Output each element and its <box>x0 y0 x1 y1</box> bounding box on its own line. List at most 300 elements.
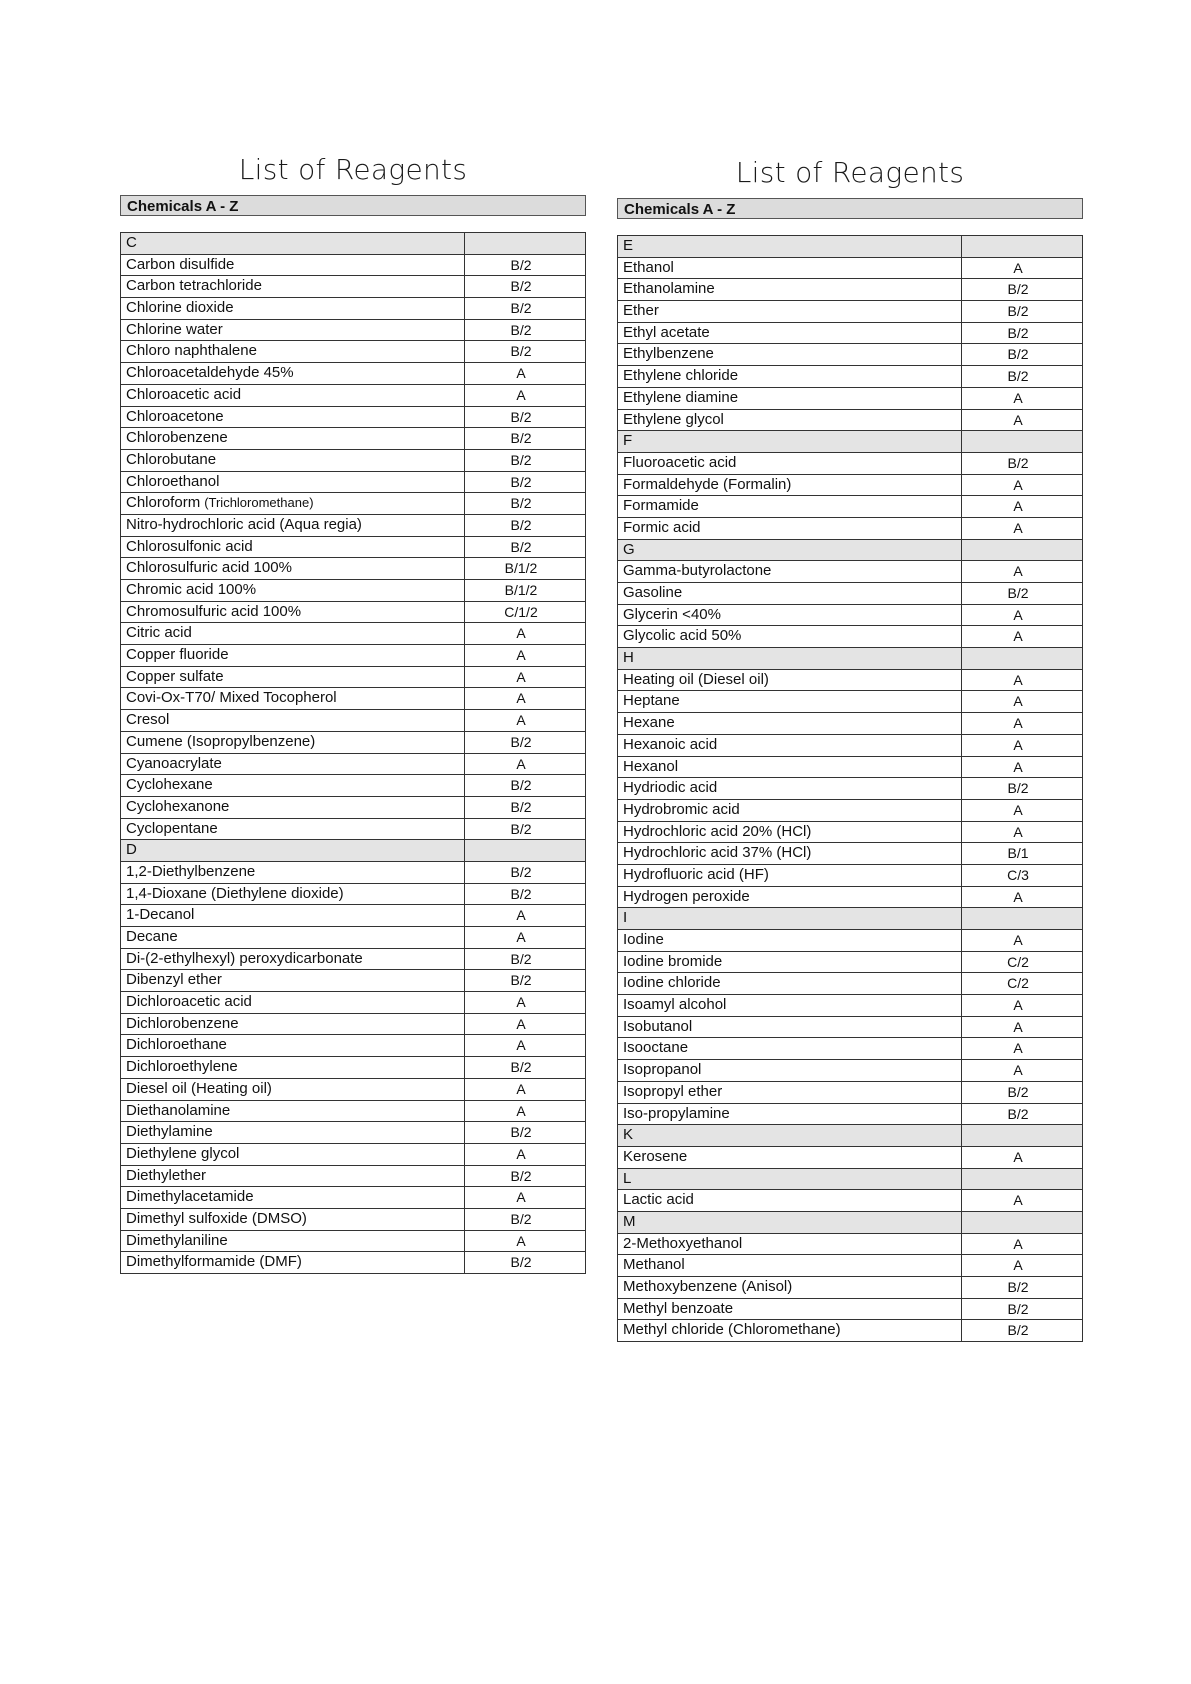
reagent-name-text: Diethylamine <box>126 1123 213 1141</box>
resistance-rating: B/2 <box>510 516 532 533</box>
reagent-name <box>121 1057 465 1078</box>
resistance-rating: B/2 <box>510 278 532 295</box>
table-row <box>121 667 585 689</box>
reagent-name <box>618 518 962 539</box>
table-row <box>121 1057 585 1079</box>
reagent-name-text: Ethanolamine <box>623 280 715 298</box>
resistance-rating: B/2 <box>510 798 532 815</box>
reagent-name-text: E <box>623 237 634 254</box>
reagent-name <box>618 496 962 517</box>
reagent-name-text: Chromosulfuric acid 100% <box>126 602 302 620</box>
reagent-name <box>618 344 962 365</box>
table-row <box>121 515 585 537</box>
reagent-name-text: Dibenzyl ether <box>126 971 222 989</box>
section-letter <box>121 233 465 254</box>
reagent-name <box>618 691 962 712</box>
resistance-rating: A <box>516 668 526 685</box>
resistance-rating: B/2 <box>510 733 532 750</box>
resistance-rating: B/2 <box>1007 346 1029 363</box>
resistance-rating <box>962 431 1082 452</box>
resistance-rating: A <box>1013 801 1023 818</box>
reagent-name <box>618 800 962 821</box>
table-row <box>618 583 1082 605</box>
reagent-name <box>121 688 465 709</box>
section-letter <box>121 840 465 861</box>
table-row <box>121 450 585 472</box>
reagent-name <box>618 410 962 431</box>
table-row <box>618 323 1082 345</box>
reagent-name <box>121 732 465 753</box>
resistance-rating: C/1/2 <box>504 603 538 620</box>
section-header-row <box>618 908 1082 930</box>
reagent-name-text: Iodine <box>623 931 664 948</box>
table-row <box>618 561 1082 583</box>
table-row <box>121 623 585 645</box>
resistance-rating: A <box>516 712 526 729</box>
table-row <box>618 475 1082 497</box>
table-row <box>121 1101 585 1123</box>
resistance-rating <box>962 1169 1082 1190</box>
section-header-row <box>121 840 585 862</box>
resistance-rating: B/2 <box>1007 281 1029 298</box>
resistance-rating: A <box>516 755 526 772</box>
resistance-rating: B/2 <box>510 863 532 880</box>
resistance-rating: A <box>516 1037 526 1054</box>
table-row <box>121 1079 585 1101</box>
reagent-name <box>618 605 962 626</box>
resistance-rating: A <box>1013 1192 1023 1209</box>
table-row <box>618 1190 1082 1212</box>
table-row <box>121 884 585 906</box>
resistance-rating: A <box>516 1189 526 1206</box>
reagent-name-text: Cresol <box>126 711 170 729</box>
table-row <box>121 754 585 776</box>
table-row <box>121 385 585 407</box>
resistance-rating: A <box>1013 693 1023 710</box>
resistance-rating: A <box>1013 1148 1023 1165</box>
section-header-row <box>618 236 1082 258</box>
reagent-name-text: Cyclohexane <box>126 776 213 794</box>
reagent-name <box>121 1101 465 1122</box>
resistance-rating: A <box>516 365 526 382</box>
resistance-rating: B/2 <box>510 451 532 468</box>
reagent-name <box>121 623 465 644</box>
section-letter <box>618 1125 962 1146</box>
resistance-rating: B/2 <box>510 300 532 317</box>
reagent-name <box>618 930 962 951</box>
table-row <box>618 843 1082 865</box>
table-row <box>121 819 585 841</box>
reagent-name-text: Ethylene glycol <box>623 410 724 428</box>
table-row <box>121 927 585 949</box>
reagent-name <box>618 843 962 864</box>
reagent-name <box>121 1014 465 1035</box>
table-row <box>121 710 585 732</box>
reagent-name <box>121 428 465 449</box>
reagent-name-text: Dimethylacetamide <box>126 1188 254 1206</box>
resistance-rating: A <box>1013 932 1023 948</box>
table-row <box>121 732 585 754</box>
resistance-rating: A <box>516 690 526 707</box>
reagent-name-text: Methyl benzoate <box>623 1299 734 1317</box>
table-row <box>618 800 1082 822</box>
section-header-row <box>121 233 585 255</box>
reagent-name-text: Formic acid <box>623 518 701 536</box>
reagent-name-text: Hydrogen peroxide <box>623 887 750 905</box>
reagent-name-text: Methanol <box>623 1256 685 1274</box>
resistance-rating: A <box>1013 628 1023 645</box>
reagent-name-text: G <box>623 540 635 558</box>
table-row <box>121 428 585 450</box>
reagent-name-text: Carbon disulfide <box>126 255 235 273</box>
table-row <box>121 1187 585 1209</box>
resistance-rating: B/2 <box>510 321 532 338</box>
resistance-rating: A <box>516 1015 526 1032</box>
table-row <box>618 1299 1082 1321</box>
reagent-name <box>121 255 465 276</box>
section-header-row <box>618 431 1082 453</box>
reagent-name <box>618 1234 962 1255</box>
reagent-name <box>618 1147 962 1168</box>
reagent-name <box>121 775 465 796</box>
reagent-name <box>618 279 962 300</box>
reagent-name <box>121 320 465 341</box>
resistance-rating: B/2 <box>510 256 532 273</box>
reagent-name-text: Diethylether <box>126 1166 207 1184</box>
table-row <box>618 626 1082 648</box>
reagent-name-text: Formaldehyde (Formalin) <box>623 475 792 493</box>
resistance-rating: A <box>1013 823 1023 840</box>
table-row <box>121 558 585 580</box>
section-letter <box>618 431 962 452</box>
resistance-rating: B/1 <box>1007 845 1029 862</box>
reagent-name-text: Di-(2-ethylhexyl) peroxydicarbonate <box>126 949 363 967</box>
table-row <box>121 537 585 559</box>
resistance-rating: A <box>1013 758 1023 775</box>
reagent-name-text: Glycolic acid 50% <box>623 627 742 645</box>
reagent-name <box>121 667 465 688</box>
resistance-rating <box>962 1212 1082 1233</box>
reagent-name <box>618 1104 962 1125</box>
section-header-row <box>618 540 1082 562</box>
reagent-name <box>121 602 465 623</box>
reagent-name-text: Decane <box>126 928 178 945</box>
section-letter <box>618 1169 962 1190</box>
resistance-rating: B/2 <box>510 430 532 447</box>
table-row <box>121 1035 585 1057</box>
reagent-name <box>618 1320 962 1341</box>
reagent-name <box>618 1017 962 1038</box>
resistance-rating: A <box>516 1232 526 1249</box>
table-row <box>618 388 1082 410</box>
reagent-name <box>618 1190 962 1211</box>
reagent-name-text: Cyclopentane <box>126 819 218 837</box>
reagent-name <box>121 341 465 362</box>
table-row <box>121 602 585 624</box>
reagent-name-text: Covi-Ox-T70/ Mixed Tocopherol <box>126 689 337 707</box>
resistance-rating: A <box>516 994 526 1011</box>
reagent-name-text: Cyanoacrylate <box>126 754 222 772</box>
reagent-name <box>121 558 465 579</box>
resistance-rating: B/2 <box>510 820 532 837</box>
resistance-rating: B/2 <box>1007 368 1029 385</box>
resistance-rating: B/2 <box>1007 1300 1029 1317</box>
table-row <box>121 1144 585 1166</box>
table-row <box>618 410 1082 432</box>
table-row <box>618 670 1082 692</box>
resistance-rating: B/2 <box>1007 1105 1029 1122</box>
resistance-rating: B/2 <box>510 495 532 512</box>
reagent-name <box>121 385 465 406</box>
reagent-name-text: Isoamyl alcohol <box>623 996 727 1014</box>
table-row <box>618 713 1082 735</box>
resistance-rating: A <box>1013 498 1023 515</box>
table-row <box>618 757 1082 779</box>
reagent-name-text: K <box>623 1126 634 1144</box>
reagent-name-text: Iso-propylamine <box>623 1104 730 1122</box>
reagent-name <box>618 388 962 409</box>
table-row <box>618 605 1082 627</box>
resistance-rating <box>962 648 1082 669</box>
reagent-name-text: Hexane <box>623 714 675 732</box>
reagent-name-text: Ether <box>623 302 659 320</box>
reagent-name-text: Dichlorobenzene <box>126 1014 239 1032</box>
resistance-rating: A <box>1013 563 1023 580</box>
table-row <box>618 1017 1082 1039</box>
reagent-name-text: Hydrobromic acid <box>623 800 740 818</box>
table-row <box>121 255 585 277</box>
table-row <box>121 797 585 819</box>
page-title: List of Reagents <box>735 156 965 189</box>
reagent-name-text: Chloro naphthalene <box>126 342 257 360</box>
reagent-name-text: Methoxybenzene (Anisol) <box>623 1278 793 1295</box>
resistance-rating: B/2 <box>510 1210 532 1227</box>
section-letter <box>618 236 962 257</box>
reagent-name <box>618 453 962 474</box>
table-row <box>618 1234 1082 1256</box>
resistance-rating: B/2 <box>1007 1083 1029 1100</box>
reagent-name <box>618 1255 962 1276</box>
reagent-name-text: Isopropyl ether <box>623 1082 723 1100</box>
reagent-name <box>121 1166 465 1187</box>
table-row <box>618 778 1082 800</box>
resistance-rating: A <box>516 1102 526 1119</box>
reagent-name <box>618 561 962 582</box>
reagent-name <box>121 754 465 775</box>
table-row <box>618 1082 1082 1104</box>
reagent-name-text: Hydrochloric acid 37% (HCl) <box>623 844 812 862</box>
reagent-name-text: Dimethyl sulfoxide (DMSO) <box>126 1209 307 1227</box>
reagent-name-text: Ethyl acetate <box>623 323 710 341</box>
reagent-name-text: C <box>126 234 137 251</box>
reagent-name <box>121 992 465 1013</box>
section-letter <box>618 1212 962 1233</box>
table-row <box>618 822 1082 844</box>
reagent-name <box>618 865 962 886</box>
reagent-name <box>618 1038 962 1059</box>
reagent-name <box>121 537 465 558</box>
resistance-rating <box>962 540 1082 561</box>
section-header-row <box>618 1169 1082 1191</box>
resistance-rating: B/2 <box>510 473 532 490</box>
resistance-rating: C/3 <box>1007 866 1029 883</box>
table-row <box>618 865 1082 887</box>
resistance-rating: A <box>516 386 526 403</box>
table-row <box>618 518 1082 540</box>
reagent-table-right <box>617 235 1083 1342</box>
resistance-rating <box>962 236 1082 257</box>
resistance-rating: A <box>516 907 526 924</box>
reagent-name <box>618 952 962 973</box>
reagent-name <box>121 515 465 536</box>
reagent-name <box>121 276 465 297</box>
reagent-name <box>121 1144 465 1165</box>
resistance-rating: B/2 <box>510 408 532 425</box>
resistance-rating <box>465 840 585 861</box>
reagent-name-text: Chloroethanol <box>126 472 220 490</box>
table-row <box>121 298 585 320</box>
table-row <box>618 496 1082 518</box>
reagent-name-text: Hydrofluoric acid (HF) <box>623 865 769 883</box>
table-row <box>618 258 1082 280</box>
reagent-table-left <box>120 232 586 1274</box>
resistance-rating: C/2 <box>1007 953 1029 970</box>
resistance-rating: B/2 <box>510 1167 532 1184</box>
reagent-name <box>618 1082 962 1103</box>
table-row <box>121 970 585 992</box>
reagent-name <box>618 323 962 344</box>
reagent-name <box>121 927 465 948</box>
table-row <box>618 1038 1082 1060</box>
reagent-name <box>618 973 962 994</box>
resistance-rating: B/1/2 <box>504 582 538 598</box>
reagent-name-text: Iodine chloride <box>623 974 721 992</box>
reagent-name <box>618 258 962 279</box>
reagent-name <box>618 778 962 799</box>
reagent-name-text: Carbon tetrachloride <box>126 277 262 295</box>
reagent-name-text: Hexanol <box>623 757 679 775</box>
resistance-rating: B/2 <box>1007 454 1029 471</box>
resistance-rating: B/2 <box>1007 780 1029 797</box>
reagent-name-text: Iodine bromide <box>623 952 723 970</box>
reagent-name <box>121 970 465 991</box>
resistance-rating: B/2 <box>510 1059 532 1076</box>
reagent-name-text: Gasoline <box>623 584 683 601</box>
reagent-name-text: Chloroacetic acid <box>126 385 242 403</box>
resistance-rating: B/2 <box>1007 303 1029 320</box>
reagent-name <box>121 819 465 840</box>
reagent-name-text: Isopropanol <box>623 1061 702 1079</box>
reagent-name <box>618 1277 962 1298</box>
reagent-name-text: Diesel oil (Heating oil) <box>126 1079 272 1097</box>
reagent-name-text: D <box>126 841 137 859</box>
section-header-row <box>618 648 1082 670</box>
resistance-rating: B/1/2 <box>504 560 538 577</box>
reagent-name-text: Copper fluoride <box>126 646 229 664</box>
section-letter <box>618 908 962 929</box>
right-column <box>617 153 1083 1342</box>
table-row <box>121 1122 585 1144</box>
reagent-name <box>121 472 465 493</box>
resistance-rating: B/2 <box>1007 1322 1029 1339</box>
resistance-rating: A <box>1013 1062 1023 1079</box>
reagent-name-text: M <box>623 1212 636 1230</box>
reagent-name-text: Diethylene glycol <box>126 1144 240 1162</box>
section-header-row <box>618 1125 1082 1147</box>
resistance-rating: A <box>516 625 526 642</box>
reagent-name <box>121 710 465 731</box>
resistance-rating: B/2 <box>510 343 532 360</box>
reagent-name-text: Chlorobenzene <box>126 429 228 447</box>
resistance-rating: C/2 <box>1007 975 1029 992</box>
resistance-rating <box>962 908 1082 929</box>
table-row <box>121 341 585 363</box>
reagent-name-text: Ethylbenzene <box>623 345 714 363</box>
reagent-name <box>618 670 962 691</box>
reagent-name <box>121 884 465 905</box>
reagent-name <box>121 1079 465 1100</box>
reagent-name-text: Hexanoic acid <box>623 735 718 753</box>
reagent-name <box>618 626 962 647</box>
reagent-name-text: Nitro-hydrochloric acid (Aqua regia) <box>126 515 362 533</box>
table-row <box>618 995 1082 1017</box>
reagent-name-text: Chlorosulfonic acid <box>126 537 253 555</box>
resistance-rating: B/2 <box>1007 324 1029 341</box>
table-row <box>121 1014 585 1036</box>
reagent-name <box>121 450 465 471</box>
resistance-rating: B/2 <box>510 885 532 902</box>
reagent-name <box>121 407 465 428</box>
resistance-rating: A <box>516 1145 526 1162</box>
reagent-name-text: Dimethylformamide (DMF) <box>126 1253 302 1271</box>
reagent-name <box>618 1299 962 1320</box>
resistance-rating: A <box>516 647 526 664</box>
reagent-name-text: Glycerin <40% <box>623 605 721 623</box>
reagent-name-text: Isobutanol <box>623 1017 693 1035</box>
table-row <box>618 1060 1082 1082</box>
chemicals-header: Chemicals A - Z <box>120 195 586 216</box>
resistance-rating: A <box>1013 1235 1023 1252</box>
reagent-name-text: Citric acid <box>126 624 192 642</box>
resistance-rating: A <box>1013 736 1023 753</box>
resistance-rating: A <box>1013 259 1023 276</box>
table-row <box>618 1255 1082 1277</box>
reagent-name-text: 1,4-Dioxane (Diethylene dioxide) <box>126 884 344 902</box>
table-row <box>121 1252 585 1274</box>
table-row <box>618 344 1082 366</box>
table-row <box>618 279 1082 301</box>
reagent-name-text: Hydriodic acid <box>623 779 718 797</box>
reagent-name-text: Chlorosulfuric acid 100% <box>126 559 292 577</box>
resistance-rating: A <box>1013 606 1023 623</box>
table-row <box>618 1320 1082 1342</box>
resistance-rating: B/2 <box>1007 1279 1029 1295</box>
reagent-name <box>618 822 962 843</box>
reagent-name-text: Cumene (Isopropylbenzene) <box>126 732 316 750</box>
reagent-name-text: Hydrochloric acid 20% (HCl) <box>623 822 812 840</box>
reagent-name-text: Gamma-butyrolactone <box>623 562 772 580</box>
reagent-name-text: Ethanol <box>623 258 674 276</box>
reagent-name-text: Chloroacetone <box>126 407 224 425</box>
table-row <box>618 691 1082 713</box>
reagent-name <box>121 493 465 514</box>
reagent-name-text: Chlorobutane <box>126 450 217 468</box>
left-column <box>120 150 586 1274</box>
table-row <box>618 973 1082 995</box>
section-header-row <box>618 1212 1082 1234</box>
reagent-name-text: Fluoroacetic acid <box>623 453 737 471</box>
table-row <box>121 472 585 494</box>
